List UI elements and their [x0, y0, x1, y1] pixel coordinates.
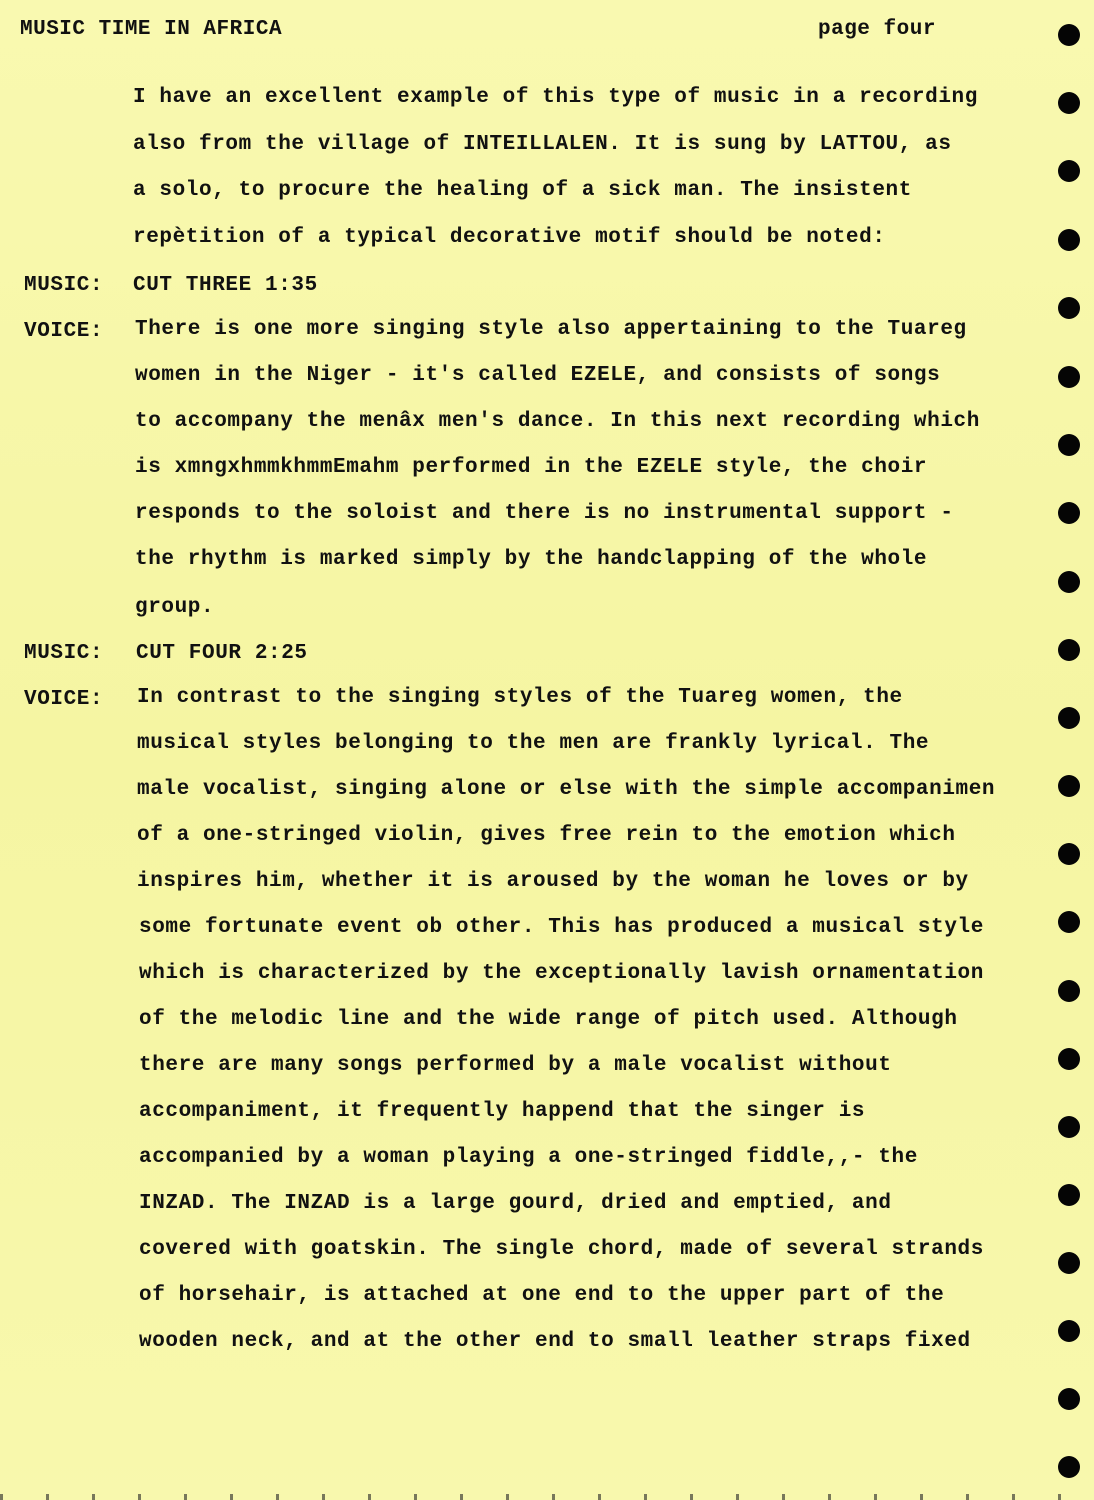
text-line: to accompany the menâx men's dance. In this next recording which	[135, 410, 980, 433]
page-header-title: MUSIC TIME IN AFRICA	[20, 18, 283, 41]
text-line: In contrast to the singing styles of the Tuareg women, the	[137, 686, 903, 709]
text-line: of horsehair, is attached at one end to the upper part of the	[139, 1284, 945, 1307]
text-line: the rhythm is marked simply by the handclapping of the whole	[135, 548, 928, 571]
text-line: of the melodic line and the wide range of pitch used. Although	[139, 1008, 958, 1031]
text-line: musical styles belonging to the men are frankly lyrical. The	[137, 732, 930, 755]
text-line: women in the Niger - it's called EZELE, and consists of songs	[135, 364, 941, 387]
feed-hole	[1058, 1048, 1080, 1070]
text-line: wooden neck, and at the other end to small leather straps fixed	[139, 1330, 971, 1353]
feed-hole	[1058, 502, 1080, 524]
text-line: inspires him, whether it is aroused by the woman he loves or by	[137, 870, 969, 893]
text-line: there are many songs performed by a male vocalist without	[139, 1054, 892, 1077]
text-line: repètition of a typical decorative motif should be noted:	[133, 226, 886, 249]
music-cue: CUT THREE 1:35	[133, 274, 318, 297]
music-cue: CUT FOUR 2:25	[136, 642, 308, 665]
text-line: male vocalist, singing alone or else with the simple accompanimen	[137, 778, 996, 801]
text-line: INZAD. The INZAD is a large gourd, dried and emptied, and	[139, 1192, 892, 1215]
perforation-edge	[0, 1494, 1094, 1500]
tractor-feed-holes	[1058, 0, 1082, 1500]
music-label: MUSIC:	[24, 642, 104, 665]
feed-hole	[1058, 911, 1080, 933]
text-line: a solo, to procure the healing of a sick man. The insistent	[133, 179, 912, 202]
music-label: MUSIC:	[24, 274, 104, 297]
feed-hole	[1058, 1252, 1080, 1274]
feed-hole	[1058, 775, 1080, 797]
text-line: also from the village of INTEILLALEN. It is sung by LATTOU, as	[133, 133, 952, 156]
feed-hole	[1058, 366, 1080, 388]
text-line: some fortunate event ob other. This has produced a musical style	[139, 916, 984, 939]
feed-hole	[1058, 1320, 1080, 1342]
feed-hole	[1058, 843, 1080, 865]
feed-hole	[1058, 160, 1080, 182]
feed-hole	[1058, 1456, 1080, 1478]
feed-hole	[1058, 639, 1080, 661]
text-line: I have an excellent example of this type of music in a recording	[133, 86, 978, 109]
text-line: is xmngxhmmkhmmEmahm performed in the EZELE style, the choir	[135, 456, 928, 479]
feed-hole	[1058, 707, 1080, 729]
feed-hole	[1058, 571, 1080, 593]
feed-hole	[1058, 297, 1080, 319]
text-line: accompaniment, it frequently happend that the singer is	[139, 1100, 866, 1123]
feed-hole	[1058, 1184, 1080, 1206]
text-line: group.	[135, 596, 215, 619]
text-line: covered with goatskin. The single chord, made of several strands	[139, 1238, 984, 1261]
page-number: page four	[818, 18, 936, 41]
feed-hole	[1058, 1388, 1080, 1410]
text-line: accompanied by a woman playing a one-stringed fiddle,,- the	[139, 1146, 918, 1169]
feed-hole	[1058, 24, 1080, 46]
voice-label: VOICE:	[24, 320, 104, 343]
feed-hole	[1058, 92, 1080, 114]
text-line: which is characterized by the exceptionally lavish ornamentation	[139, 962, 984, 985]
feed-hole	[1058, 229, 1080, 251]
text-line: responds to the soloist and there is no instrumental support -	[135, 502, 954, 525]
text-line: There is one more singing style also appertaining to the Tuareg	[135, 318, 967, 341]
text-line: of a one-stringed violin, gives free rein to the emotion which	[137, 824, 956, 847]
feed-hole	[1058, 980, 1080, 1002]
feed-hole	[1058, 434, 1080, 456]
voice-label: VOICE:	[24, 688, 104, 711]
feed-hole	[1058, 1116, 1080, 1138]
